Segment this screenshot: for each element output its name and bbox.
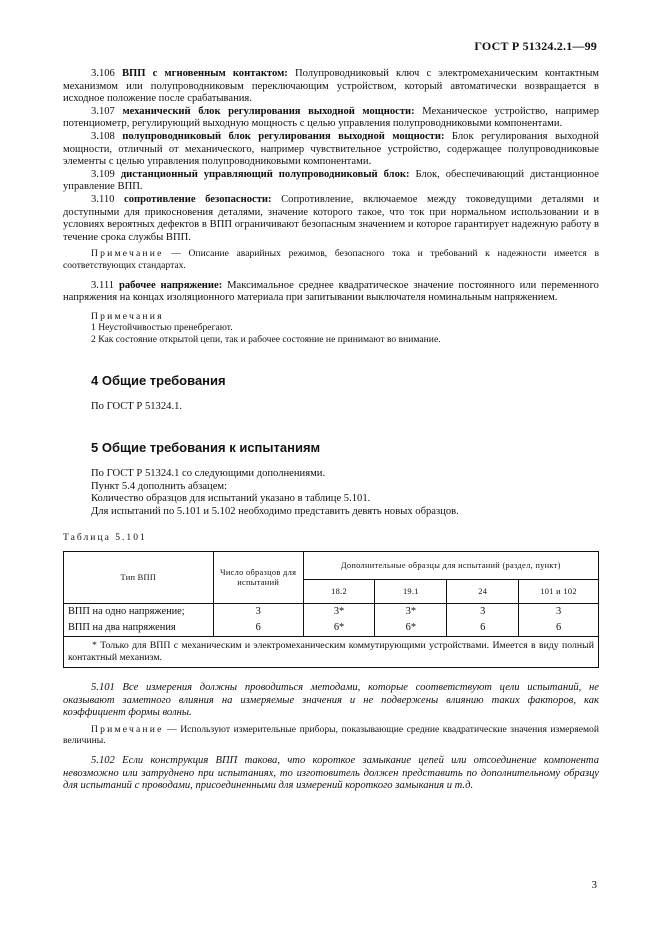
note-label: Примечание — [91, 248, 164, 260]
col-header-19-1: 19.1 — [375, 580, 447, 604]
col-header-count: Число образцов для испытаний — [213, 552, 303, 604]
paragraph-5-102: 5.102 Если конструкция ВПП такова, что короткое замыкание цепей или отсоединение компонента невозможно или затруднено при испытаниях, то изготовитель должен представить по дополнительному образцу для испытаний с проводами, присоединенными для измерений короткого замыкания и т.д. — [63, 755, 599, 792]
page-header-standard: ГОСТ Р 51324.2.1—99 — [474, 39, 597, 53]
col-header-type: Тип ВПП — [64, 552, 214, 604]
note-label: Примечание — [91, 723, 164, 735]
section-5-line-3: Количество образцов для испытаний указано в таблице 5.101. — [91, 493, 371, 505]
col-header-24: 24 — [447, 580, 519, 604]
term: механический блок регулирования выходной мощности: — [122, 105, 415, 117]
note-measuring-instruments: Примечание — Используют измерительные приборы, показывающие средние квадратические значения измеряемой величины. — [63, 723, 599, 747]
definition-3-106: 3.106 ВПП с мгновенным контактом: Полупроводниковый ключ с электромеханическим контактным механизмом или полупроводниковым переключающим устройством, который автоматически возвращается в исходное положение после срабатывания. — [63, 68, 600, 105]
cell-value: 3* — [303, 604, 375, 621]
page-number: 3 — [591, 879, 597, 891]
col-header-101-102: 101 и 102 — [519, 580, 599, 604]
cell-count: 6 — [213, 620, 303, 637]
term: дистанционный управляющий полупроводниковый блок: — [120, 168, 410, 180]
section-5-line-2: Пункт 5.4 дополнить абзацем: — [91, 480, 228, 492]
term: сопротивление безопасности: — [124, 193, 272, 205]
note-item-1: 1 Неустойчивостью пренебрегают. — [91, 322, 233, 334]
cell-count: 3 — [213, 604, 303, 621]
samples-table — [63, 551, 599, 668]
term: ВПП с мгновенным контактом: — [121, 68, 288, 79]
cell-value: 3 — [447, 604, 519, 621]
cell-type: ВПП на одно напряжение; — [64, 604, 214, 621]
section-5-line-4: Для испытаний по 5.101 и 5.102 необходимо представить девять новых образцов. — [91, 505, 459, 517]
definition-3-109: 3.109 дистанционный управляющий полупроводниковый блок: Блок, обеспечивающий дистанционное управление ВПП. — [63, 168, 600, 193]
col-header-additional: Дополнительные образцы для испытаний (раздел, пункт) — [303, 552, 598, 580]
table-footnote: * Только для ВПП с механическим и электромеханическим коммутирующими устройствами. Имеется в виду полный контактный механизм. — [64, 637, 599, 668]
note-item-2: 2 Как состояние открытой цепи, так и рабочее состояние не принимают во внимание. — [91, 333, 441, 345]
note-safety-resistance: Примечание — Описание аварийных режимов, безопасного тока и требований к надежности имеется в соответствующих стандартах. — [63, 248, 599, 271]
table-row — [64, 604, 599, 621]
section-4-heading: 4 Общие требования — [91, 373, 226, 389]
section-5-heading: 5 Общие требования к испытаниям — [91, 440, 321, 456]
col-header-18-2: 18.2 — [303, 580, 375, 604]
definition-3-110: 3.110 сопротивление безопасности: Сопротивление, включаемое между токоведущими деталями и доступными для прикосновения деталями, значение которого такое, что ток при нормальном использовании и в условиях вероятных дефектов в ВПП ограничивают безопасным значением и которое гарантирует надежную работу в течение срока службы ВПП. — [63, 193, 599, 243]
cell-type: ВПП на два напряжения — [64, 620, 214, 637]
table-caption: Таблица 5.101 — [63, 532, 147, 544]
cell-value: 6 — [519, 620, 599, 637]
section-5-line-1: По ГОСТ Р 51324.1 со следующими дополнениями. — [91, 468, 326, 480]
cell-value: 6* — [375, 620, 447, 637]
notes-label: Примечания — [91, 310, 164, 322]
page-content — [63, 68, 599, 793]
term: полупроводниковый блок регулирования выходной мощности: — [122, 130, 445, 142]
table-row — [64, 620, 599, 637]
definition-3-111: 3.111 рабочее напряжение: Максимальное среднее квадратическое значение постоянного или переменного напряжения на концах изоляционного материала при запитывании выключателя номинальным напряжением. — [63, 279, 599, 304]
cell-value: 6* — [303, 620, 375, 637]
definition-3-107: 3.107 механический блок регулирования выходной мощности: Механическое устройство, например потенциометр, регулирующий выходную мощность с целью управления полупроводниковыми компонентами. — [63, 105, 599, 130]
cell-value: 6 — [447, 620, 519, 637]
section-4-text: По ГОСТ Р 51324.1. — [91, 401, 183, 413]
paragraph-5-101: 5.101 Все измерения должны проводиться методами, которые соответствуют цели испытаний, не оказывают заметного влияния на измеряемые значения и не подвержены влиянию таких факторов, как коэффициент формы волны. — [63, 682, 599, 719]
term: рабочее напряжение: — [118, 279, 223, 291]
cell-value: 3* — [375, 604, 447, 621]
definition-3-108: 3.108 полупроводниковый блок регулирования выходной мощности: Блок регулирования выходной мощности, отличный от механического, например чувствительное устройство, содержащее полупроводниковые элементы с целью управления полупроводниковыми компонентами. — [63, 130, 599, 168]
cell-value: 3 — [519, 604, 599, 621]
